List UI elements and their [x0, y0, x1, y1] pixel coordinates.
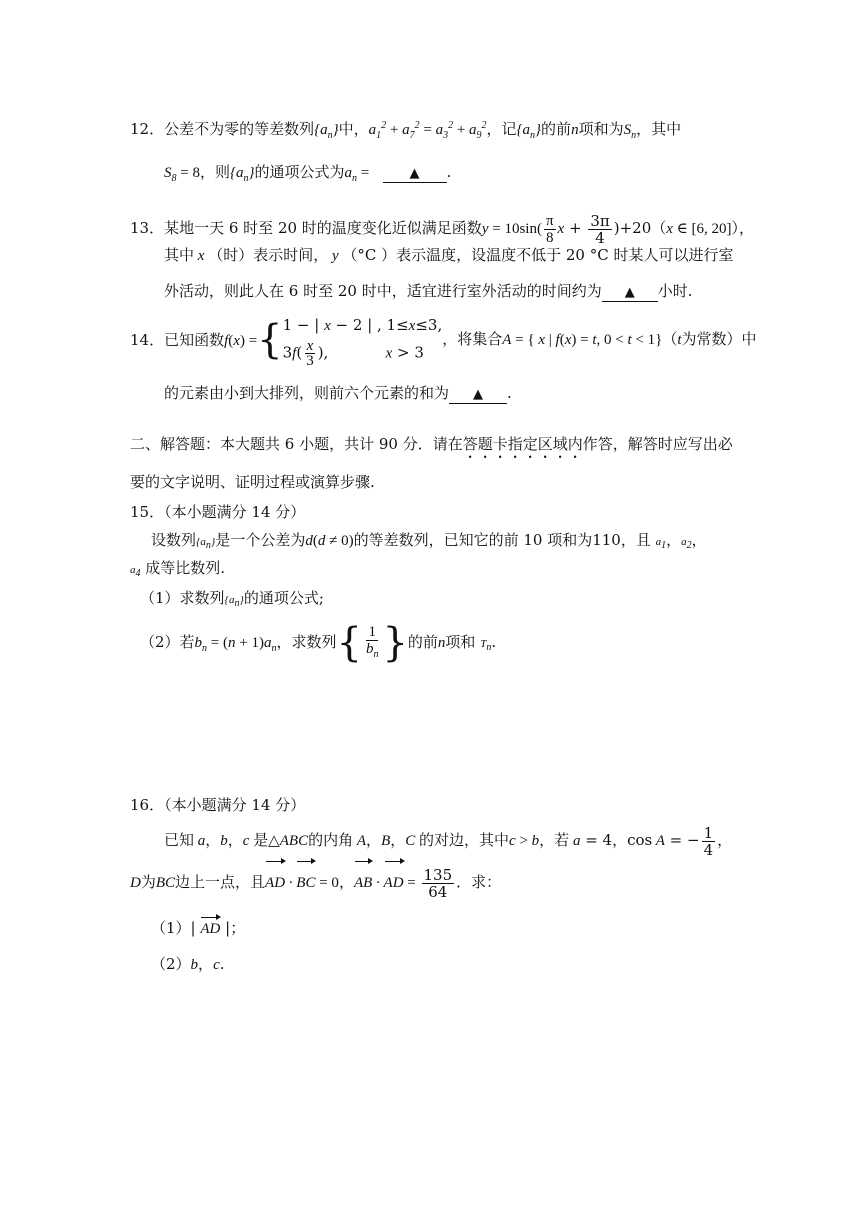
- question-12-line-2: $S_8 = 8$，则$\{a_n\}$的通项公式为$a_n$ = ▲ .: [164, 163, 452, 184]
- question-16-part-2: （2）b，c.: [151, 955, 225, 973]
- question-14-line-2: 的元素由小到大排列，则前六个元素的和为 ▲ .: [164, 384, 512, 402]
- section-2-heading: 二、解答题：本大题共 6 小题，共计 90 分．请在答题卡指定区域内作答，解答时应写出必: [130, 435, 733, 453]
- emphasized-text: 答题卡指定区域内: [462, 435, 583, 453]
- answer-blank-12: ▲: [383, 166, 447, 183]
- question-16-header: 16．（本小题满分 14 分）: [130, 796, 306, 814]
- question-12-line-1: 12．公差不为零的等差数列$\{a_n\}$中，$a_1^2 + a_7^2 = a_3^2 + a_9^2$，记$\{a_n\}$的前n项和为$S_n$，其中: [130, 120, 682, 141]
- question-16-line-2: D为BC边上一点，且AD · BC = 0，AB · AD = $\frac{135}{64}$ ．求：: [130, 862, 501, 903]
- question-15-part-2: （2）若$b_n = (n + 1)a_n$，求数列{ $\frac{1}{b_n}$ }的前n项和 $T_n$.: [140, 620, 497, 666]
- question-13-line-3: 外活动，则此人在 6 时至 20 时中，适宜进行室外活动的时间约为 ▲ 小时.: [164, 282, 693, 300]
- section-2-heading-line-2: 要的文字说明、证明过程或演算步骤.: [130, 473, 375, 491]
- question-14-line-1: 14．已知函数f(x) ={ 1 − | x − 2 | , 1≤x≤3, 3f( $\frac{x}{3}$ ), x > 3 ，将集合A = { x | f(x) = t, 0 < t < 1}（t为常数）中: [130, 316, 757, 369]
- question-15-line-1: 设数列$\{a_n\}$是一个公差为d(d ≠ 0)的等差数列，已知它的前 10 项和为110，且 $a_1$，$a_2$，: [151, 531, 707, 552]
- question-15-part-1: （1）求数列$\{a_n\}$的通项公式;: [140, 589, 324, 610]
- question-15-header: 15．（本小题满分 14 分）: [130, 503, 306, 521]
- question-16-part-1: （1）| AD |；: [151, 919, 246, 937]
- question-13-line-2: 其中 x （时）表示时间， y （°C ）表示温度，设温度不低于 20 °C 时某人可以进行室: [164, 246, 734, 264]
- answer-blank-14: ▲: [449, 387, 507, 404]
- question-13-line-1: 13．某地一天 6 时至 20 时的温度变化近似满足函数y = 10sin( $\frac{\pi}{8}$ x + $\frac{3\pi}{4}$ )+20（x ∈ [6, 20]），: [130, 211, 755, 247]
- question-16-line-1: 已知 a，b，c 是△ABC的内角 A，B，C 的对边，其中c > b，若 a = 4，cos A = − $\frac{1}{4}$ ，: [164, 823, 733, 859]
- question-15-line-2: $a_4$ 成等比数列.: [130, 559, 226, 580]
- answer-blank-13: ▲: [602, 285, 658, 302]
